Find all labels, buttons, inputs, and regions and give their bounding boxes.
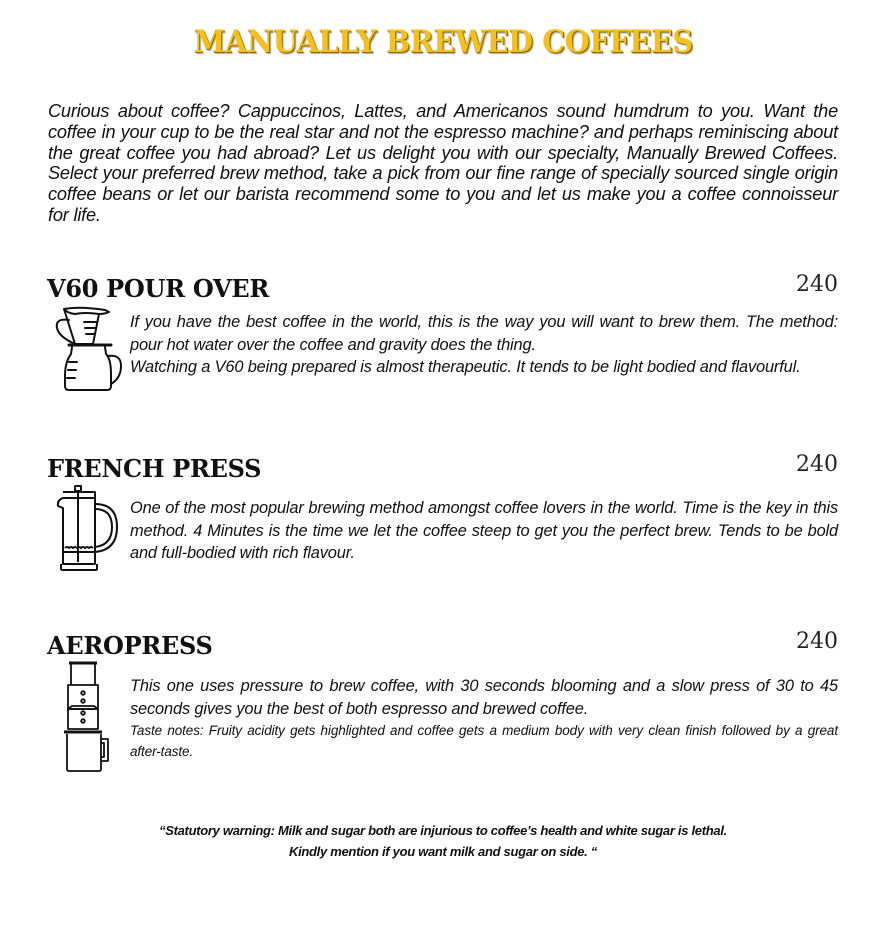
item-price: 240 bbox=[796, 452, 838, 477]
item-price: 240 bbox=[796, 629, 838, 654]
french-press-icon bbox=[55, 484, 121, 577]
item-description bbox=[130, 675, 838, 762]
item-name: AEROPRESS bbox=[47, 631, 213, 660]
aeropress-icon bbox=[62, 661, 112, 778]
warning-line-1: “Statutory warning: Milk and sugar both are injurious to coffee’s health and white sugar is lethal. bbox=[159, 823, 727, 838]
description-line: One of the most popular brewing method amongst coffee lovers in the world. Time is the key in this method. 4 Minutes is the time we let the coffee steep to get you the perfect brew. Tends to be bold and full-bodied with rich flavour. bbox=[130, 499, 838, 562]
taste-notes: Taste notes: Fruity acidity gets highlighted and coffee gets a medium body with very clean finish followed by a great after-taste. bbox=[130, 723, 838, 759]
item-description bbox=[130, 311, 838, 379]
description-line: If you have the best coffee in the world, this is the way you will want to brew them. The method: pour hot water over the coffee and gravity does the thing. bbox=[130, 313, 838, 354]
item-description bbox=[130, 497, 838, 565]
item-name: FRENCH PRESS bbox=[47, 454, 262, 483]
page-title: MANUALLY BREWED COFFEES bbox=[193, 24, 693, 60]
description-line: Watching a V60 being prepared is almost therapeutic. It tends to be light bodied and flavourful. bbox=[130, 358, 801, 376]
item-name: V60 POUR OVER bbox=[47, 274, 270, 303]
item-price: 240 bbox=[796, 272, 838, 297]
v60-dripper-icon bbox=[55, 304, 125, 399]
warning-line-2: Kindly mention if you want milk and sugar on side. “ bbox=[289, 844, 597, 859]
statutory-warning bbox=[0, 820, 886, 862]
intro-paragraph: Curious about coffee? Cappuccinos, Lattes, and Americanos sound humdrum to you. Want the coffee in your cup to be the real star and not the espresso machine? and perhaps reminiscing about the great coffee you had abroad? Let us delight you with our specialty, Manually Brewed Coffees. Select your preferred brew method, take a pick from our fine range of specially sourced single origin coffee beans or let our barista recommend some to you and let us make you a coffee connoisseur for life. bbox=[48, 101, 838, 225]
description-line: This one uses pressure to brew coffee, with 30 seconds blooming and a slow press of 30 to 45 seconds gives you the best of both espresso and brewed coffee. bbox=[130, 677, 838, 718]
